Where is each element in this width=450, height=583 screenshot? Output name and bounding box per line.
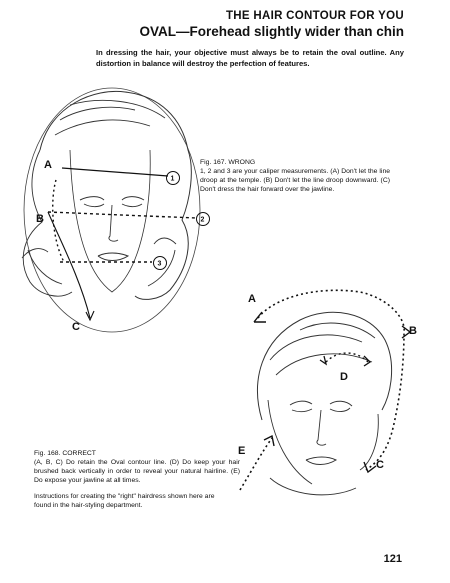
marker-3-label: 3 — [157, 260, 162, 268]
fig167-label-b: B — [36, 213, 44, 225]
fig168-label-c: C — [376, 459, 384, 471]
measurement-line-2 — [48, 212, 196, 218]
page-number: 121 — [383, 553, 402, 565]
figure-168-illustration — [240, 290, 410, 495]
marker-1-label: 1 — [170, 175, 175, 183]
intro-paragraph: In dressing the hair, your objective must always be to retain the oval outline. Any distortion in balance will destroy the perfection of features. — [96, 48, 404, 68]
fig168-label-d: D — [340, 371, 348, 383]
fig167-label-a: A — [44, 159, 52, 171]
figure-168-caption — [34, 449, 240, 485]
figure-168-text: (A, B, C) Do retain the Oval contour line. (D) Do keep your hair brushed back vertically in order to reveal your natural hairline. (E) Do expose your jawline at all times. — [34, 459, 240, 484]
fig168-label-e: E — [238, 445, 246, 457]
fig168-label-a: A — [248, 293, 256, 305]
fig168-label-b: B — [409, 325, 417, 337]
figure-167-text: 1, 2 and 3 are your caliper measurements. (A) Don't let the line droop at the temple. (B) Don't let the line droop downward. (C) Don't dress the hair forward over the jawline. — [200, 168, 390, 193]
measurement-line-1 — [62, 168, 168, 176]
hairline-arrow — [326, 353, 368, 362]
fig167-label-c: C — [72, 321, 80, 333]
page-subtitle: OVAL—Forehead slightly wider than chin — [139, 24, 404, 39]
figure-167-title: Fig. 167. WRONG — [200, 159, 256, 166]
marker-2-label: 2 — [200, 216, 205, 224]
figure-168-title: Fig. 168. CORRECT — [34, 450, 96, 457]
figure-167-caption — [200, 158, 390, 194]
oval-contour-line — [258, 290, 404, 470]
figure-167-illustration — [22, 88, 210, 332]
page-title: THE HAIR CONTOUR FOR YOU — [225, 10, 404, 22]
instructions-note: Instructions for creating the "right" hairdress shown here are found in the hair-styling department. — [34, 493, 215, 509]
